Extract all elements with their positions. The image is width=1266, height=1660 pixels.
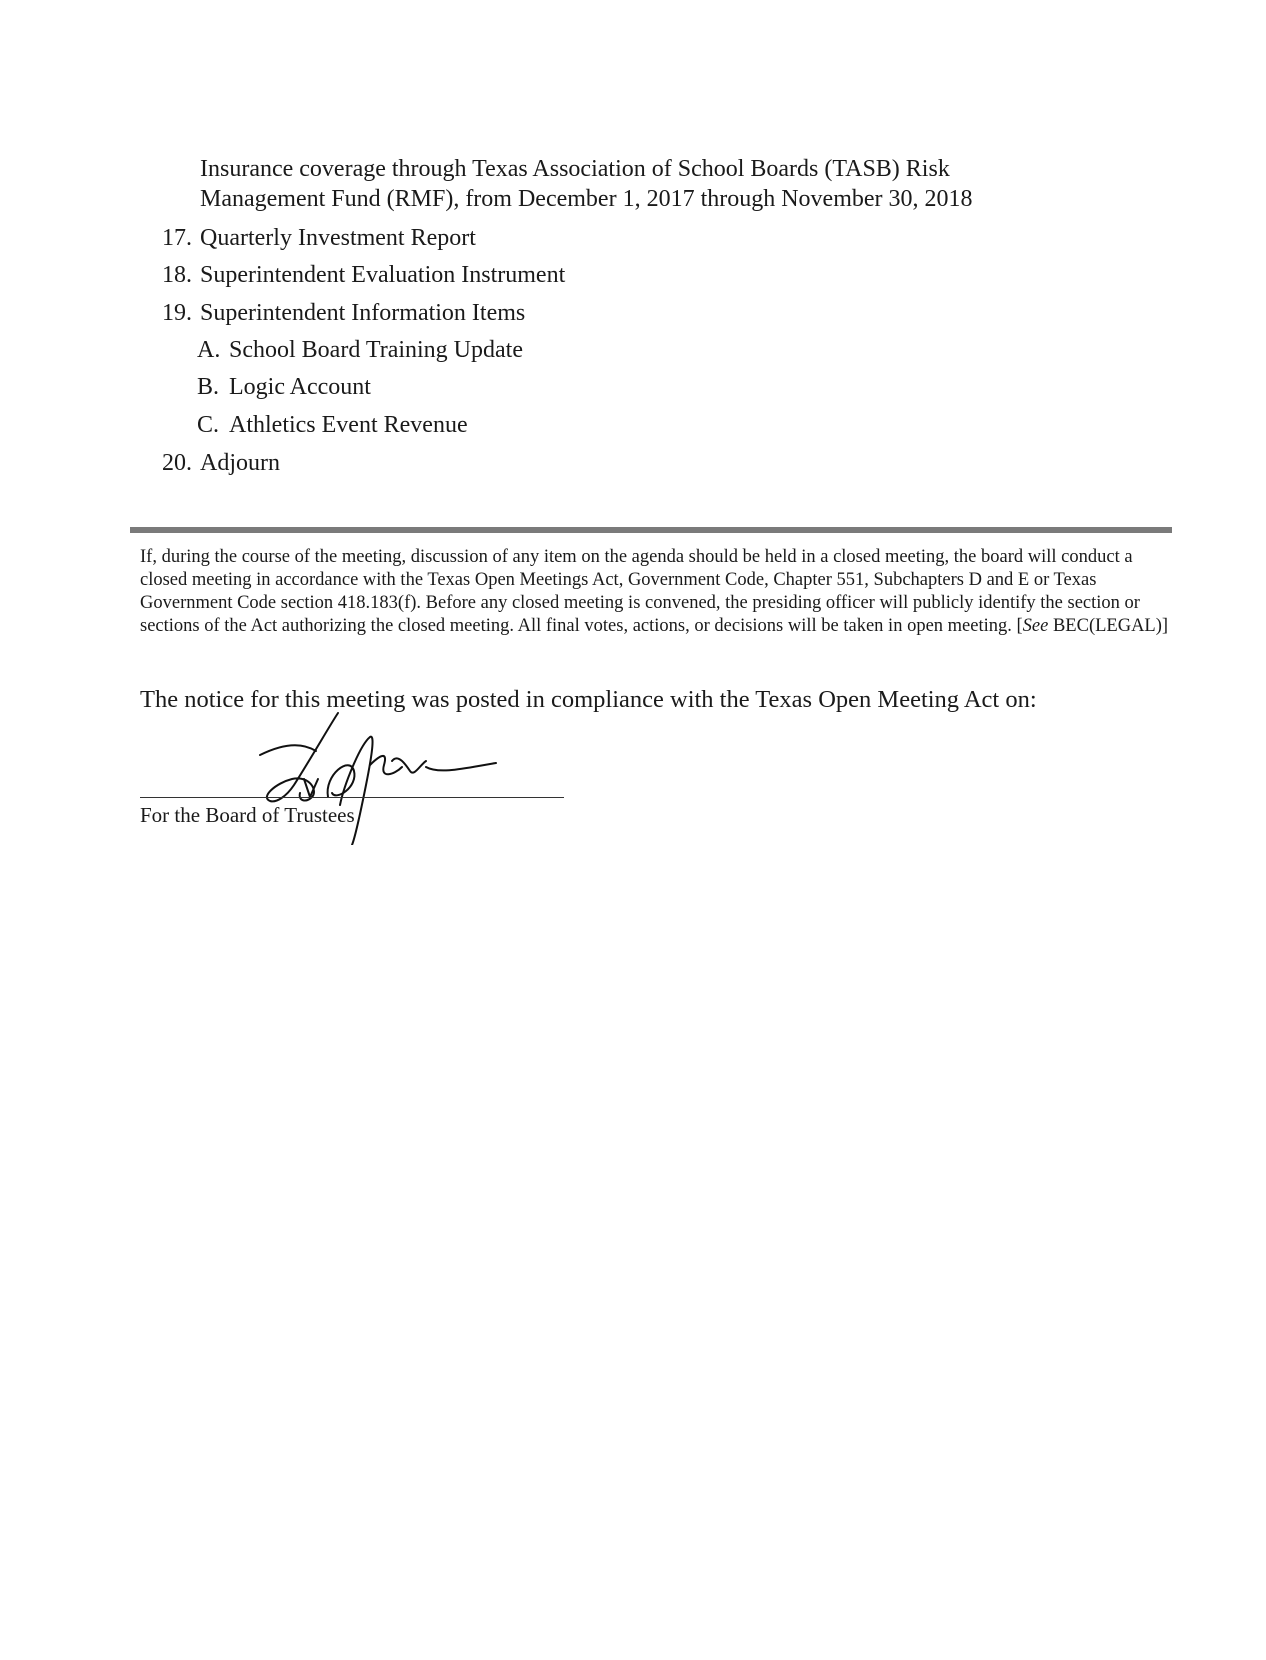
agenda-item-20 [150, 448, 280, 478]
section-divider [130, 527, 1172, 533]
subitem-label: School Board Training Update [229, 337, 523, 363]
subitem-label: Logic Account [229, 374, 371, 400]
signature-label: For the Board of Trustees [140, 803, 355, 827]
agenda-item-label: Superintendent Information Items [200, 300, 526, 326]
closed-meeting-notice [140, 546, 1170, 638]
agenda-subitem-a [197, 335, 523, 365]
posted-statement: The notice for this meeting was posted in compliance with the Texas Open Meeting Act on: [140, 686, 1037, 713]
agenda-item-18 [150, 260, 565, 290]
notice-text-after: BEC(LEGAL)] [1048, 616, 1169, 636]
agenda-item-16-continuation [200, 154, 973, 214]
continuation-line-1: Insurance coverage through Texas Association of School Boards (TASB) Risk [200, 156, 950, 182]
agenda-item-19 [150, 298, 525, 328]
notice-text-before: If, during the course of the meeting, discussion of any item on the agenda should be held in a closed meeting, the board will conduct a closed meeting in accordance with the Texas Open Meetings Act, Government Code, Chapter 551, Subchapters D and E or Texas Government Code section 418.183(f). Before any closed meeting is convened, the presiding officer will publicly identify the section or sections of the Act authorizing the closed meeting. All final votes, actions, or decisions will be taken in open meeting. [ [140, 547, 1140, 636]
agenda-item-number: 18. [162, 262, 192, 288]
continuation-line-2: Management Fund (RMF), from December 1, 2017 through November 30, 2018 [200, 186, 973, 212]
notice-see-italic: See [1022, 616, 1049, 636]
subitem-letter: C. [197, 412, 220, 438]
signature-line [140, 797, 564, 798]
agenda-item-17 [150, 223, 476, 253]
agenda-subitem-b [197, 372, 371, 402]
subitem-label: Athletics Event Revenue [229, 412, 468, 438]
subitem-letter: B. [197, 374, 220, 400]
agenda-item-label: Adjourn [200, 450, 280, 476]
agenda-subitem-c [197, 410, 468, 440]
agenda-item-label: Superintendent Evaluation Instrument [200, 262, 566, 288]
agenda-item-number: 20. [162, 450, 192, 476]
agenda-item-number: 17. [162, 225, 192, 251]
agenda-item-number: 19. [162, 300, 192, 326]
agenda-item-label: Quarterly Investment Report [200, 225, 476, 251]
subitem-letter: A. [197, 337, 221, 363]
